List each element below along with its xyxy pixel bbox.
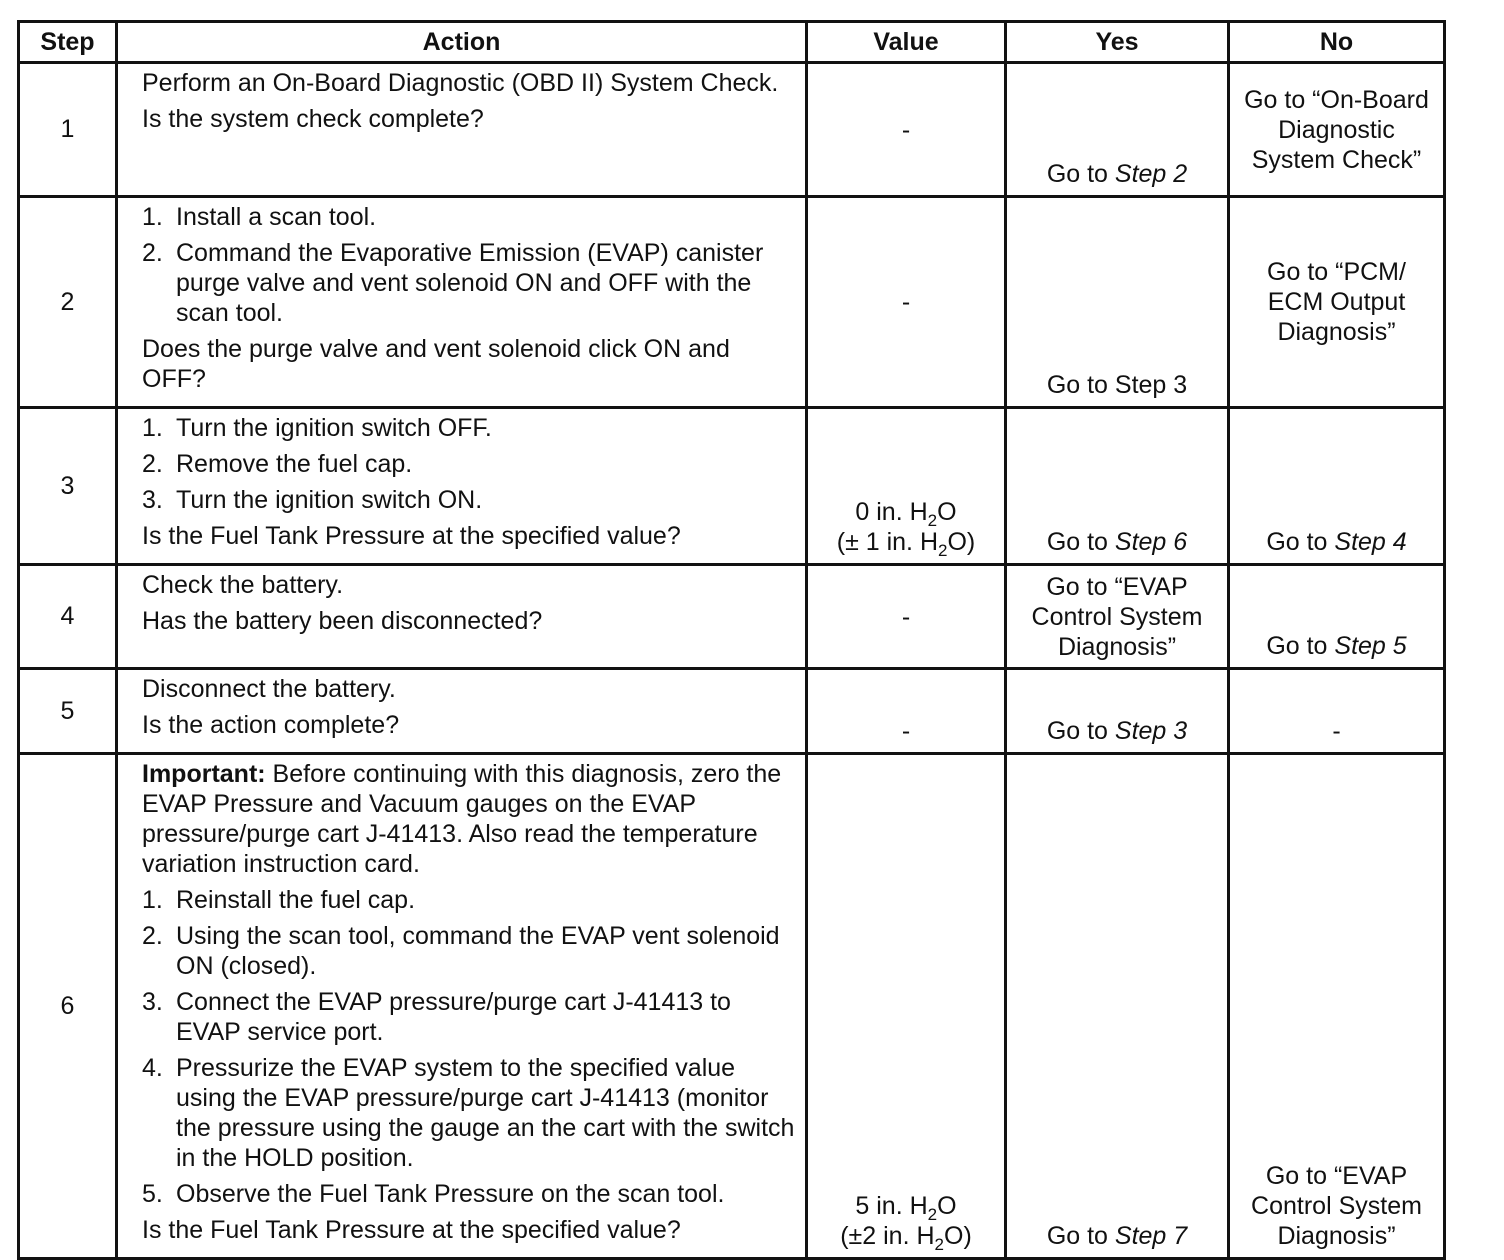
header-no: No bbox=[1229, 22, 1445, 63]
yes-cell bbox=[1006, 669, 1229, 754]
action-cell bbox=[117, 754, 807, 1259]
value-tolerance bbox=[808, 1221, 1004, 1254]
action-steps bbox=[142, 885, 795, 1209]
action-step-item bbox=[142, 413, 795, 443]
step-item-number: 3. bbox=[142, 486, 163, 514]
table-row bbox=[19, 669, 1445, 754]
no-cell bbox=[1229, 565, 1445, 669]
yes-cell bbox=[1006, 754, 1229, 1259]
value-cell: - bbox=[807, 197, 1006, 408]
value-subscript: 2 bbox=[927, 511, 938, 530]
step-item-text: Command the Evaporative Emission (EVAP) canister purge valve and vent solenoid ON and OFF with the scan tool. bbox=[176, 239, 764, 327]
yes-prefix: Go to bbox=[1046, 160, 1115, 188]
action-question: Is the Fuel Tank Pressure at the specified value? bbox=[142, 522, 681, 550]
action-intro: Perform an On-Board Diagnostic (OBD II) System Check. bbox=[142, 69, 779, 97]
value-subscript: 2 bbox=[934, 1235, 944, 1254]
step-number: 2 bbox=[19, 197, 117, 408]
table-row bbox=[19, 565, 1445, 669]
table-row bbox=[19, 408, 1445, 565]
important-text: Before continuing with this diagnosis, zero the EVAP Pressure and Vacuum gauges on the EVAP pressure/purge cart J-41413. Also read the temperature variation instruction card. bbox=[142, 760, 782, 878]
header-row bbox=[19, 22, 1445, 63]
yes-cell bbox=[1006, 408, 1229, 565]
action-steps bbox=[142, 202, 795, 328]
action-cell bbox=[117, 408, 807, 565]
yes-prefix: Go to bbox=[1046, 528, 1115, 556]
action-step-item bbox=[142, 485, 795, 515]
value-text: O bbox=[937, 498, 957, 526]
yes-prefix: Go to bbox=[1046, 717, 1115, 745]
value-text: O) bbox=[947, 528, 976, 556]
action-step-item bbox=[142, 238, 795, 328]
value-line bbox=[808, 497, 1004, 530]
value-text: (± 1 in. H bbox=[836, 528, 938, 556]
value-tolerance bbox=[808, 527, 1004, 560]
table-row bbox=[19, 197, 1445, 408]
step-item-text: Turn the ignition switch ON. bbox=[176, 486, 483, 514]
no-prefix: Go to bbox=[1266, 632, 1335, 660]
yes-cell bbox=[1006, 63, 1229, 197]
value-text: 0 in. H bbox=[855, 498, 928, 526]
action-cell bbox=[117, 63, 807, 197]
action-step-item bbox=[142, 987, 795, 1047]
step-item-text: Reinstall the fuel cap. bbox=[176, 886, 416, 914]
step-item-number: 5. bbox=[142, 1180, 163, 1208]
table-row bbox=[19, 63, 1445, 197]
yes-cell: Go to Step 3 bbox=[1006, 197, 1229, 408]
action-step-item bbox=[142, 449, 795, 479]
yes-prefix: Go to bbox=[1046, 1222, 1115, 1250]
action-cell bbox=[117, 197, 807, 408]
action-steps bbox=[142, 413, 795, 515]
step-item-text: Observe the Fuel Tank Pressure on the scan tool. bbox=[176, 1180, 725, 1208]
important-label: Important: bbox=[142, 760, 266, 788]
action-intro: Check the battery. bbox=[142, 571, 344, 599]
important-note bbox=[142, 759, 795, 879]
header-yes: Yes bbox=[1006, 22, 1229, 63]
no-target: Step 5 bbox=[1334, 632, 1407, 660]
action-step-item bbox=[142, 921, 795, 981]
step-item-number: 2. bbox=[142, 922, 163, 950]
no-target: Step 4 bbox=[1334, 528, 1407, 556]
action-cell bbox=[117, 565, 807, 669]
no-cell bbox=[1229, 408, 1445, 565]
value-cell bbox=[807, 408, 1006, 565]
value-text: (±2 in. H bbox=[840, 1222, 935, 1250]
value-cell bbox=[807, 754, 1006, 1259]
value-cell: - bbox=[807, 63, 1006, 197]
no-cell: Go to “PCM/ ECM Output Diagnosis” bbox=[1229, 197, 1445, 408]
action-step-item bbox=[142, 202, 795, 232]
no-cell: Go to “On-Board Diagnostic System Check” bbox=[1229, 63, 1445, 197]
action-question: Does the purge valve and vent solenoid click ON and OFF? bbox=[142, 335, 730, 393]
header-step: Step bbox=[19, 22, 117, 63]
action-question: Is the system check complete? bbox=[142, 105, 484, 133]
step-item-text: Connect the EVAP pressure/purge cart J-41413 to EVAP service port. bbox=[176, 988, 731, 1046]
no-cell: Go to “EVAP Control System Diagnosis” bbox=[1229, 754, 1445, 1259]
yes-target: Step 2 bbox=[1114, 160, 1188, 188]
step-item-text: Pressurize the EVAP system to the specified value using the EVAP pressure/purge cart J-41413 (monitor the pressure using the gauge an the cart with the switch in the HOLD position. bbox=[176, 1054, 795, 1172]
value-text: O) bbox=[944, 1222, 972, 1250]
step-item-number: 1. bbox=[142, 414, 163, 442]
table-row bbox=[19, 754, 1445, 1259]
action-step-item bbox=[142, 885, 795, 915]
step-item-number: 1. bbox=[142, 886, 163, 914]
value-cell: - bbox=[807, 669, 1006, 754]
yes-target: Step 7 bbox=[1114, 1222, 1188, 1250]
step-item-text: Remove the fuel cap. bbox=[176, 450, 413, 478]
no-cell: - bbox=[1229, 669, 1445, 754]
value-line bbox=[808, 1191, 1004, 1224]
step-number: 4 bbox=[19, 565, 117, 669]
step-item-number: 4. bbox=[142, 1054, 163, 1082]
step-item-number: 2. bbox=[142, 450, 163, 478]
value-subscript: 2 bbox=[938, 541, 948, 560]
action-intro: Disconnect the battery. bbox=[142, 675, 396, 703]
no-prefix: Go to bbox=[1266, 528, 1335, 556]
action-question: Is the action complete? bbox=[142, 711, 400, 739]
step-item-text: Turn the ignition switch OFF. bbox=[176, 414, 492, 442]
diagnostic-table bbox=[17, 20, 1446, 1260]
step-item-number: 2. bbox=[142, 239, 163, 267]
step-item-text: Using the scan tool, command the EVAP vent solenoid ON (closed). bbox=[176, 922, 780, 980]
yes-target: Step 6 bbox=[1114, 528, 1188, 556]
value-cell: - bbox=[807, 565, 1006, 669]
header-action: Action bbox=[117, 22, 807, 63]
step-item-number: 1. bbox=[142, 203, 163, 231]
step-item-number: 3. bbox=[142, 988, 163, 1016]
header-value: Value bbox=[807, 22, 1006, 63]
action-question: Has the battery been disconnected? bbox=[142, 607, 543, 635]
value-subscript: 2 bbox=[927, 1205, 938, 1224]
step-number: 6 bbox=[19, 754, 117, 1259]
action-step-item bbox=[142, 1053, 795, 1173]
action-step-item bbox=[142, 1179, 795, 1209]
value-text: O bbox=[937, 1192, 957, 1220]
step-number: 1 bbox=[19, 63, 117, 197]
yes-cell: Go to “EVAP Control System Diagnosis” bbox=[1006, 565, 1229, 669]
step-number: 3 bbox=[19, 408, 117, 565]
step-item-text: Install a scan tool. bbox=[176, 203, 377, 231]
yes-target: Step 3 bbox=[1114, 717, 1188, 745]
value-text: 5 in. H bbox=[855, 1192, 928, 1220]
action-question: Is the Fuel Tank Pressure at the specified value? bbox=[142, 1216, 681, 1244]
step-number: 5 bbox=[19, 669, 117, 754]
action-cell bbox=[117, 669, 807, 754]
